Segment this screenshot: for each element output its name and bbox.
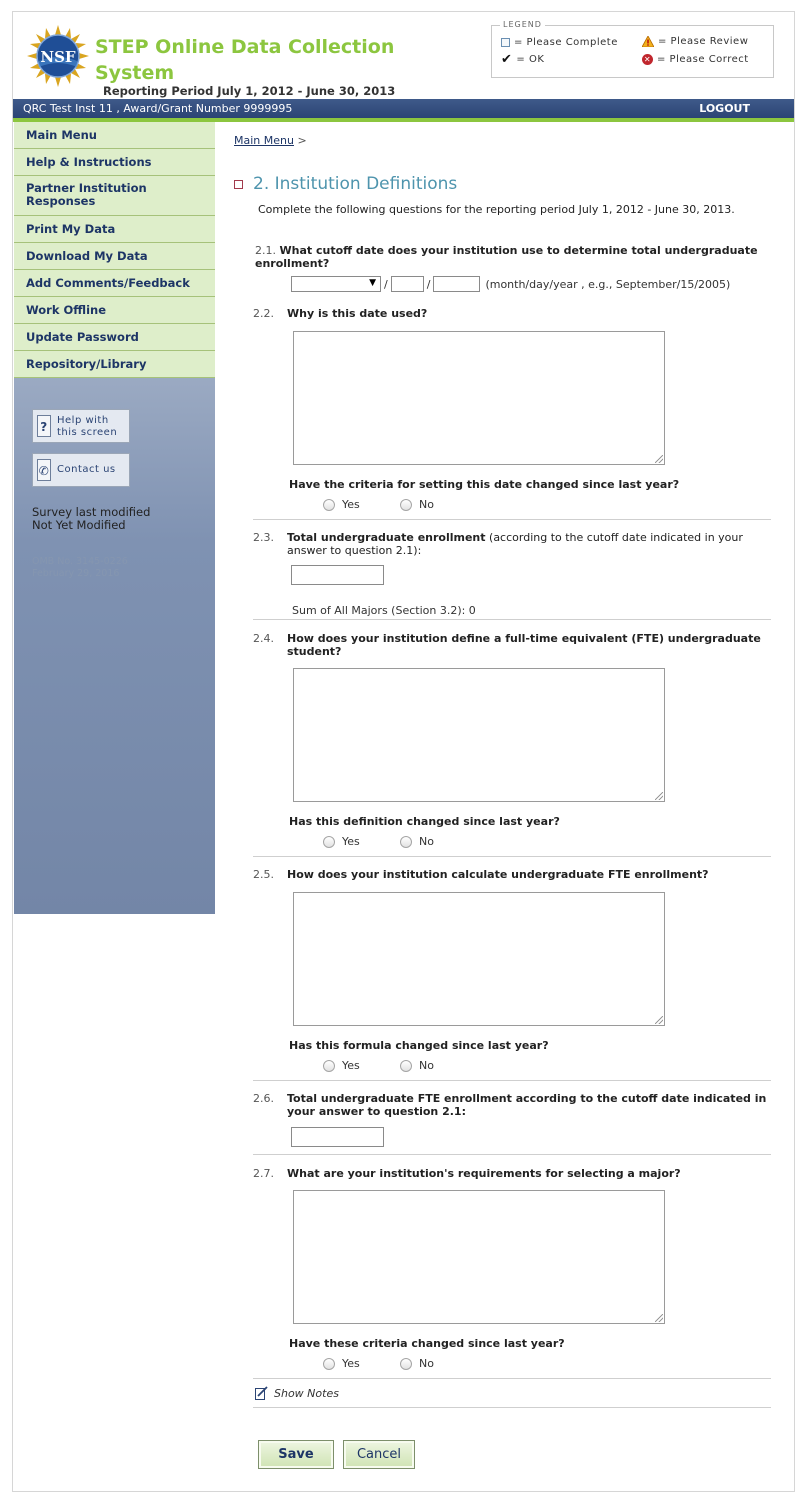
square-icon <box>234 180 243 189</box>
yes-radio[interactable] <box>323 1060 335 1072</box>
help-with-screen-button[interactable]: ? Help with this screen <box>32 409 130 443</box>
cutoff-date-row: ▼ / / (month/day/year , e.g., September/15/2005) <box>291 276 730 292</box>
month-select[interactable] <box>291 276 381 292</box>
question-2-2-followup: Have the criteria for setting this date changed since last year? <box>289 478 680 491</box>
question-2-5-followup: Has this formula changed since last year? <box>289 1039 549 1052</box>
show-notes-link[interactable]: Show Notes <box>255 1386 339 1400</box>
year-input[interactable] <box>433 276 480 292</box>
omb-info: OMB No. 3145-0226 February 29, 2016 <box>32 556 128 579</box>
question-2-5-radios: Yes No <box>323 1059 477 1072</box>
legend-please-complete: = Please Complete <box>501 37 618 48</box>
breadcrumb-main-menu-link[interactable]: Main Menu <box>234 134 294 147</box>
logout-link[interactable]: LOGOUT <box>699 102 750 115</box>
sidebar-item-work-offline[interactable]: Work Offline <box>14 297 215 324</box>
page-frame: NSF STEP Online Data Collection System Reporting Period July 1, 2012 - June 30, 2013 LEGEND = Please Complete = Please Review ✔ = OK ✕ = Please Correct QRC Test Inst 11 , Award/Grant Number 9999995 LOGOUT Main Menu Help & Instructions Partner Institution Responses Print My Data Download My Data Add Comments/Feedback Work Offline Update Password Repository/Library ? Help with this screen ✆ Contact us Survey last modified Not Yet Modified OMB No. 3145-0226 February 29, 2016 Main Menu > 2. Institution Definitions Complete the following questions for the reporting period July 1, 2012 - June 30, 2013. 2.1. What cutoff date does your institution use to determine total undergraduate enrollment? ▼ / / (month/day/year , e.g., September/15/2005) 2.2. Why is this date used? Have the criteria for setting this date changed since last year? Yes No 2.3. Total undergraduate enrollment (according to the cutoff date indicated in your answer to question 2.1): Sum of All Majors (Section 3.2): 0 2.4. How does your institution define a full-time equivalent (FTE) undergraduate student? Has this definition changed since last year? Yes No 2.5. How does your institution calculate undergraduate FTE enrollment? Has this formula changed since last year? Yes No 2.6. Total undergraduate FTE enrollment according to the cutoff date indicated in your answer to question 2.1: 2.7. What are your institution's requirements for selecting a major? Have these criteria changed since last year? Yes No Show Notes Save Cancel <box>12 11 795 1492</box>
question-2-2-radios: Yes No <box>323 498 477 511</box>
warning-icon <box>642 36 654 47</box>
section-title: 2. Institution Definitions <box>234 174 457 194</box>
contact-us-button[interactable]: ✆ Contact us <box>32 453 130 487</box>
question-2-7-followup: Have these criteria changed since last year? <box>289 1337 565 1350</box>
sidebar-item-repository-library[interactable]: Repository/Library <box>14 351 215 378</box>
sum-of-majors: Sum of All Majors (Section 3.2): 0 <box>292 604 476 617</box>
legend <box>491 20 774 78</box>
divider <box>253 1407 771 1408</box>
sidebar-item-download-my-data[interactable]: Download My Data <box>14 243 215 270</box>
question-2-5-textarea[interactable] <box>293 892 665 1026</box>
no-radio[interactable] <box>400 499 412 511</box>
nsf-logo-text: NSF <box>40 48 76 66</box>
reporting-period: Reporting Period July 1, 2012 - June 30, 2013 <box>103 84 396 98</box>
yes-radio[interactable] <box>323 499 335 511</box>
nsf-logo <box>27 25 89 87</box>
legend-title: LEGEND <box>500 20 545 29</box>
app-title: STEP Online Data Collection System <box>95 36 395 84</box>
divider <box>253 1080 771 1081</box>
day-input[interactable] <box>391 276 424 292</box>
divider <box>253 1378 771 1379</box>
divider <box>253 619 771 620</box>
sidebar-item-update-password[interactable]: Update Password <box>14 324 215 351</box>
legend-ok: ✔ = OK <box>501 51 545 67</box>
yes-radio[interactable] <box>323 1358 335 1370</box>
sidebar-nav <box>14 122 215 378</box>
square-icon <box>501 38 510 47</box>
no-radio[interactable] <box>400 836 412 848</box>
divider <box>253 1154 771 1155</box>
resize-grip-icon[interactable] <box>655 1314 663 1322</box>
date-format-hint: (month/day/year , e.g., September/15/2005) <box>485 277 731 291</box>
fte-enrollment-input[interactable] <box>291 1127 384 1147</box>
error-icon: ✕ <box>643 55 652 64</box>
no-radio[interactable] <box>400 1060 412 1072</box>
divider <box>253 519 771 520</box>
question-2-7-textarea[interactable] <box>293 1190 665 1324</box>
phone-icon: ✆ <box>37 459 51 481</box>
question-2-7-radios: Yes No <box>323 1357 477 1370</box>
checkmark-icon: ✔ <box>501 51 513 67</box>
sidebar-item-add-comments-feedback[interactable]: Add Comments/Feedback <box>14 270 215 297</box>
resize-grip-icon[interactable] <box>655 455 663 463</box>
edit-note-icon <box>255 1386 268 1400</box>
section-intro: Complete the following questions for the reporting period July 1, 2012 - June 30, 2013. <box>258 203 735 216</box>
question-2-2-textarea[interactable] <box>293 331 665 465</box>
legend-please-correct: ✕ = Please Correct <box>643 54 749 65</box>
divider <box>253 856 771 857</box>
no-radio[interactable] <box>400 1358 412 1370</box>
dropdown-arrow-icon: ▼ <box>369 278 376 288</box>
resize-grip-icon[interactable] <box>655 1016 663 1024</box>
save-button[interactable]: Save <box>258 1440 334 1469</box>
sidebar <box>14 122 215 914</box>
legend-please-review: = Please Review <box>642 36 748 47</box>
sidebar-item-partner-institution-responses[interactable]: Partner Institution Responses <box>14 176 215 216</box>
question-2-4-followup: Has this definition changed since last year? <box>289 815 560 828</box>
institution-award: QRC Test Inst 11 , Award/Grant Number 9999995 <box>23 102 293 115</box>
sidebar-item-main-menu[interactable]: Main Menu <box>14 122 215 149</box>
survey-last-modified: Survey last modified Not Yet Modified <box>32 505 151 532</box>
question-2-4-radios: Yes No <box>323 835 477 848</box>
question-mark-icon: ? <box>37 415 51 437</box>
sidebar-item-print-my-data[interactable]: Print My Data <box>14 216 215 243</box>
breadcrumb: Main Menu > <box>234 134 307 147</box>
question-2-4-textarea[interactable] <box>293 668 665 802</box>
question-2-1-text: 2.1. What cutoff date does your institution use to determine total undergraduate enrollment? <box>255 244 758 270</box>
yes-radio[interactable] <box>323 836 335 848</box>
institution-bar <box>13 99 794 118</box>
resize-grip-icon[interactable] <box>655 792 663 800</box>
total-enrollment-input[interactable] <box>291 565 384 585</box>
sidebar-item-help-instructions[interactable]: Help & Instructions <box>14 149 215 176</box>
cancel-button[interactable]: Cancel <box>343 1440 415 1469</box>
